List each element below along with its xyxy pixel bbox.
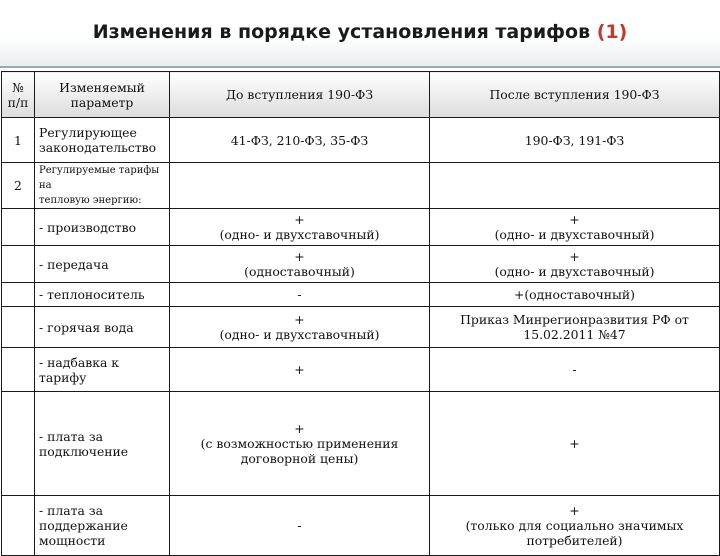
row-num <box>2 348 35 392</box>
row-num <box>2 283 35 307</box>
header-num: № п/п <box>2 72 35 118</box>
table-row <box>2 209 720 246</box>
table-row <box>2 307 720 348</box>
row-before: 41-ФЗ, 210-ФЗ, 35-ФЗ <box>170 118 430 163</box>
row-num: 2 <box>2 163 35 209</box>
row-param: - плата за подключение <box>35 392 170 496</box>
row-after: + (только для социально значимых потребителей) <box>430 496 720 556</box>
table-row <box>2 496 720 556</box>
table-row <box>2 348 720 392</box>
row-param: - теплоноситель <box>35 283 170 307</box>
header-before: До вступления 190-ФЗ <box>170 72 430 118</box>
row-after <box>430 163 720 209</box>
row-num <box>2 246 35 283</box>
row-before: - <box>170 496 430 556</box>
row-param: - горячая вода <box>35 307 170 348</box>
slide-title-number: (1) <box>596 21 628 43</box>
table-row <box>2 246 720 283</box>
row-after: +(одноставочный) <box>430 283 720 307</box>
row-param: Регулирующее законодательство <box>35 118 170 163</box>
row-after: - <box>430 348 720 392</box>
row-before: + (одно- и двухставочный) <box>170 307 430 348</box>
row-num <box>2 496 35 556</box>
row-param: - производство <box>35 209 170 246</box>
header-after: После вступления 190-ФЗ <box>430 72 720 118</box>
row-param: - надбавка к тарифу <box>35 348 170 392</box>
table-row <box>2 118 720 163</box>
row-before: + <box>170 348 430 392</box>
row-num <box>2 307 35 348</box>
row-num: 1 <box>2 118 35 163</box>
row-before: + (одноставочный) <box>170 246 430 283</box>
slide-title <box>0 21 720 43</box>
table-row <box>2 283 720 307</box>
row-num <box>2 209 35 246</box>
row-before <box>170 163 430 209</box>
row-param: Регулируемые тарифы на тепловую энергию: <box>35 163 170 209</box>
row-param: - плата за поддержание мощности <box>35 496 170 556</box>
table-row <box>2 392 720 496</box>
row-after: 190-ФЗ, 191-ФЗ <box>430 118 720 163</box>
header-param: Изменяемый параметр <box>35 72 170 118</box>
row-param: - передача <box>35 246 170 283</box>
row-before: - <box>170 283 430 307</box>
table-header-row <box>2 72 720 118</box>
tariff-table <box>1 71 720 556</box>
row-num <box>2 392 35 496</box>
row-before: + (с возможностью применения договорной цены) <box>170 392 430 496</box>
slide-title-text: Изменения в порядке установления тарифов <box>92 21 591 43</box>
table-row <box>2 163 720 209</box>
row-after: + <box>430 392 720 496</box>
row-after: Приказ Минрегионразвития РФ от 15.02.2011 №47 <box>430 307 720 348</box>
row-after: + (одно- и двухставочный) <box>430 246 720 283</box>
row-after: + (одно- и двухставочный) <box>430 209 720 246</box>
row-before: + (одно- и двухставочный) <box>170 209 430 246</box>
